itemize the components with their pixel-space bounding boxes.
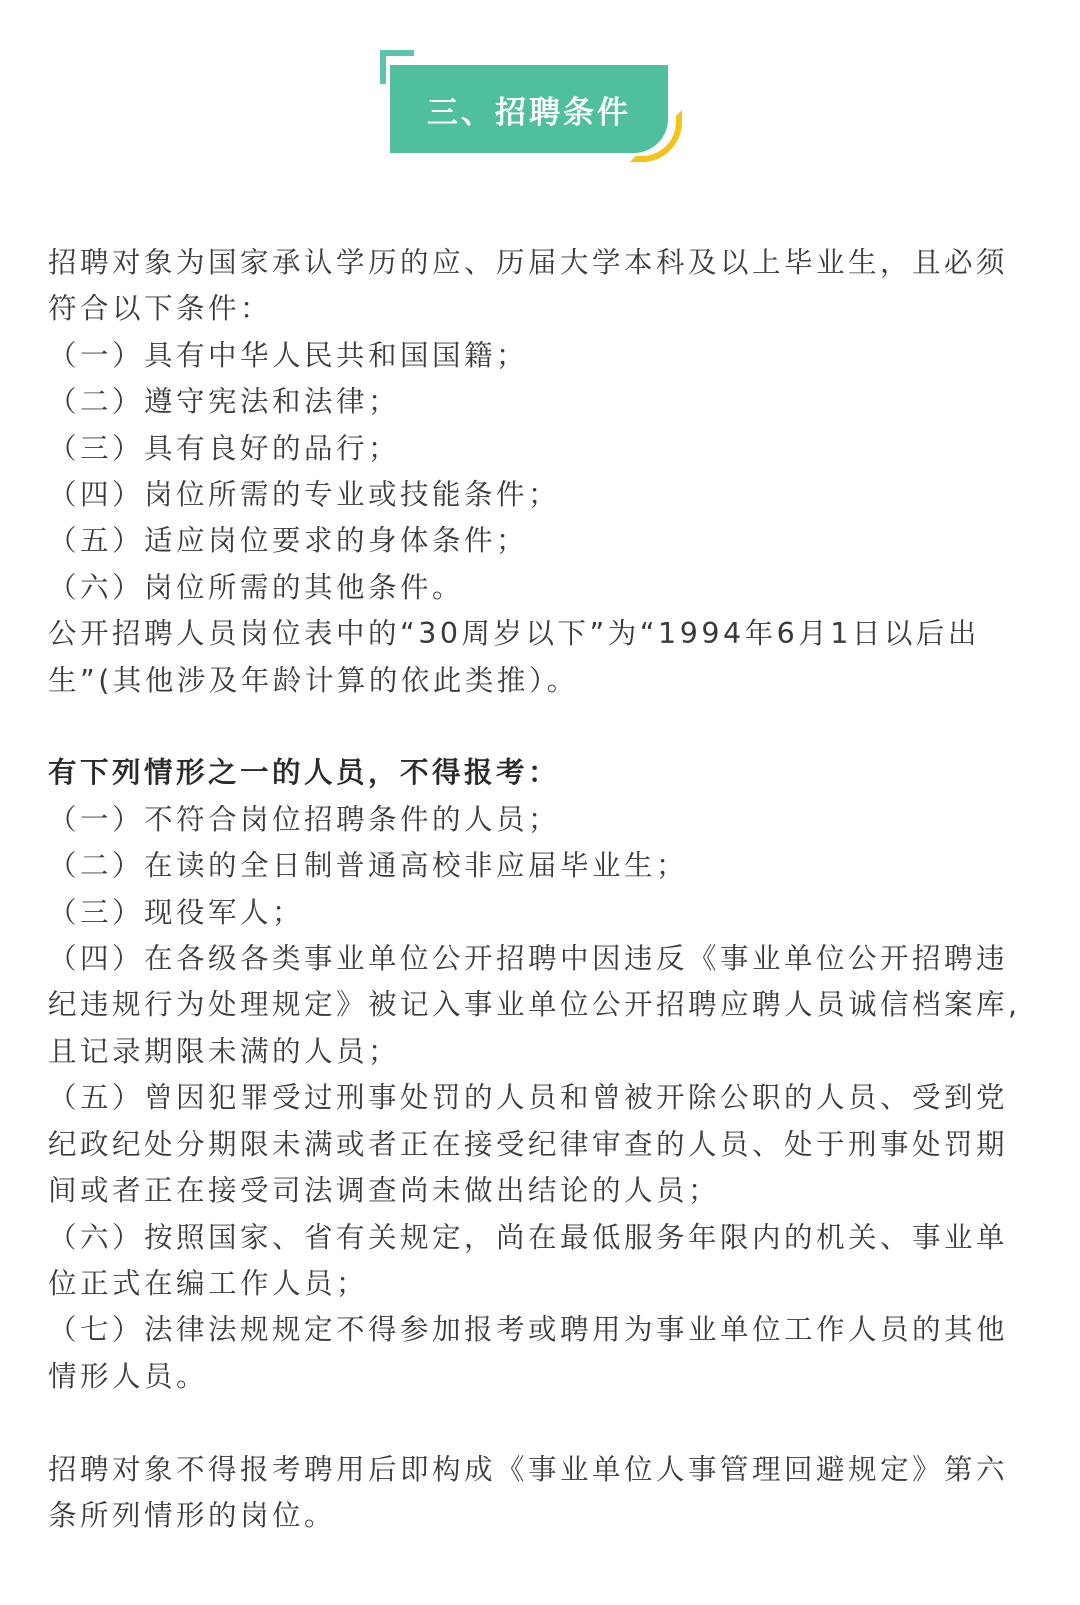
exclusion-item: （一）不符合岗位招聘条件的人员；: [48, 802, 561, 836]
spacer: [48, 1400, 1038, 1446]
condition-item: （一）具有中华人民共和国国籍；: [48, 338, 529, 372]
age-note: 公开招聘人员岗位表中的“30周岁以下”为“1994年6月1日以后出生”(其他涉及年龄计算的依此类推）。: [48, 617, 980, 697]
exclusion-item: （二）在读的全日制普通高校非应届毕业生；: [48, 849, 689, 883]
exclusion-item: （七）法律法规规定不得参加报考或聘用为事业单位工作人员的其他情形人员。: [48, 1313, 1009, 1393]
section-title: 三、招聘条件: [390, 65, 668, 153]
condition-item: （六）岗位所需的其他条件。: [48, 570, 465, 604]
intro-paragraph: 招聘对象为国家承认学历的应、历届大学本科及以上毕业生，且必须符合以下条件：: [48, 246, 1009, 326]
exclusion-item: （五）曾因犯罪受过刑事处罚的人员和曾被开除公职的人员、受到党纪政纪处分期限未满或者正在接受纪律审查的人员、处于刑事处罚期间或者正在接受司法调查尚未做出结论的人员；: [48, 1081, 1009, 1208]
condition-item: （三）具有良好的品行；: [48, 431, 401, 465]
exclusions-heading: 有下列情形之一的人员，不得报考：: [48, 756, 561, 790]
article-body: [48, 240, 1038, 1539]
condition-item: （四）岗位所需的专业或技能条件；: [48, 478, 561, 512]
condition-item: （五）适应岗位要求的身体条件；: [48, 524, 529, 558]
spacer: [48, 704, 1038, 750]
closing-paragraph: 招聘对象不得报考聘用后即构成《事业单位人事管理回避规定》第六条所列情形的岗位。: [48, 1452, 1009, 1532]
exclusion-item: （六）按照国家、省有关规定，尚在最低服务年限内的机关、事业单位正式在编工作人员；: [48, 1220, 1009, 1300]
exclusion-item: （三）现役军人；: [48, 895, 305, 929]
arc-decoration: [630, 110, 682, 162]
condition-item: （二）遵守宪法和法律；: [48, 385, 401, 419]
section-header: [380, 50, 690, 170]
exclusion-item: （四）在各级各类事业单位公开招聘中因违反《事业单位公开招聘违纪违规行为处理规定》被记入事业单位公开招聘应聘人员诚信档案库,且记录期限未满的人员；: [48, 942, 1021, 1068]
